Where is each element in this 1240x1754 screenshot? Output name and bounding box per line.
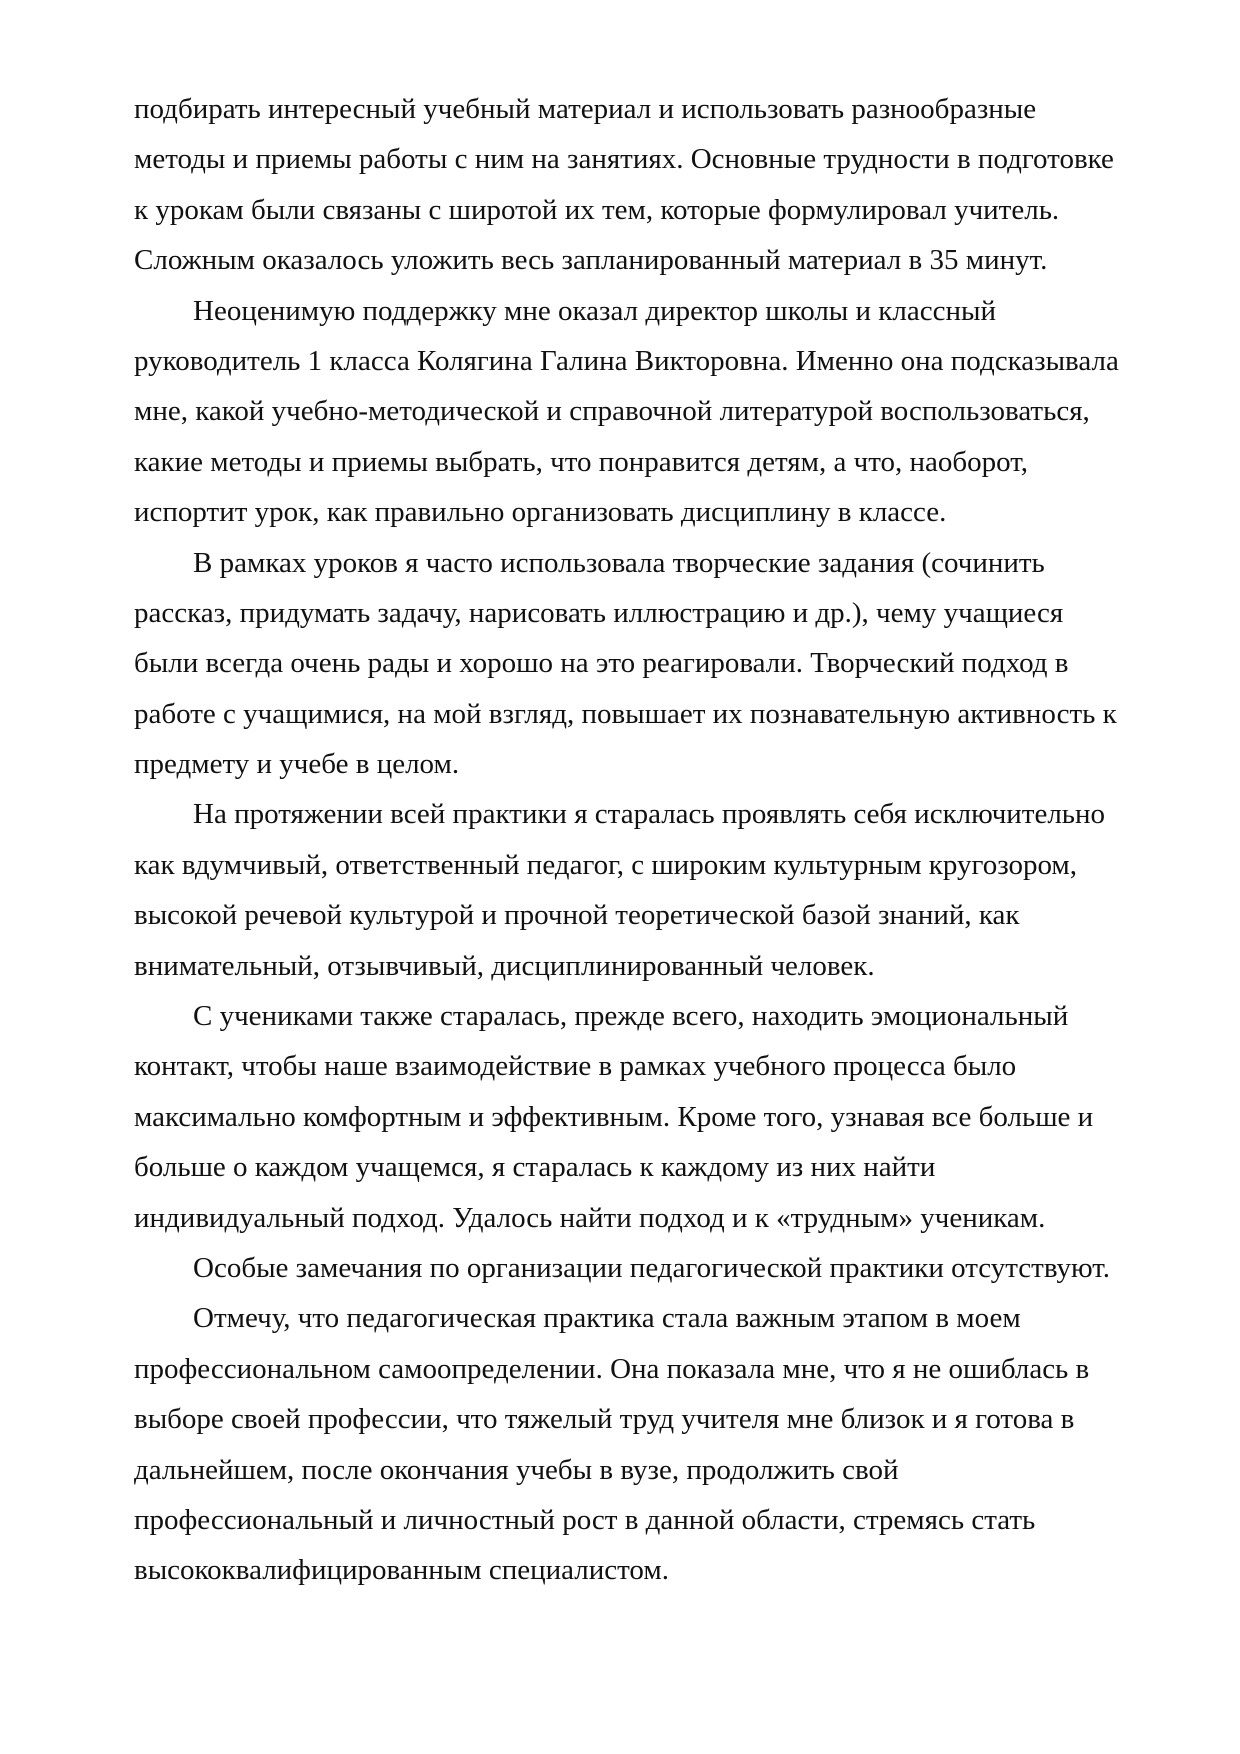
text-line: высокой речевой культурой и прочной теоретической базой знаний, как bbox=[134, 899, 1020, 932]
text-line: мне, какой учебно-методической и справочной литературой воспользоваться, bbox=[134, 395, 1090, 428]
text-line: испортит урок, как правильно организовать дисциплину в классе. bbox=[134, 496, 947, 529]
text-line: были всегда очень рады и хорошо на это реагировали. Творческий подход в bbox=[134, 647, 1069, 680]
text-line: рассказ, придумать задачу, нарисовать иллюстрацию и др.), чему учащиеся bbox=[134, 596, 1064, 629]
text-line: профессиональный и личностный рост в данной области, стремясь стать bbox=[134, 1503, 1036, 1536]
text-line: Отмечу, что педагогическая практика стала важным этапом в моем bbox=[193, 1302, 1021, 1335]
text-line: В рамках уроков я часто использовала творческие задания (сочинить bbox=[193, 546, 1045, 579]
text-line: Неоценимую поддержку мне оказал директор школы и классный bbox=[193, 294, 996, 327]
text-line: На протяжении всей практики я старалась проявлять себя исключительно bbox=[193, 798, 1106, 831]
text-line: работе с учащимися, на мой взгляд, повышает их познавательную активность к bbox=[134, 697, 1117, 730]
text-line: внимательный, отзывчивый, дисциплинированный человек. bbox=[134, 949, 875, 982]
document-page bbox=[134, 84, 1144, 1596]
text-line: дальнейшем, после окончания учебы в вузе, продолжить свой bbox=[134, 1453, 899, 1486]
text-line: предмету и учебе в целом. bbox=[134, 748, 460, 781]
text-line: подбирать интересный учебный материал и использовать разнообразные bbox=[134, 93, 1037, 125]
paragraph bbox=[134, 286, 1144, 538]
text-line: Сложным оказалось уложить весь запланированный материал в 35 минут. bbox=[134, 244, 1048, 277]
text-line: профессиональном самоопределении. Она показала мне, что я не ошиблась в bbox=[134, 1352, 1090, 1385]
text-line: какие методы и приемы выбрать, что понравится детям, а что, наоборот, bbox=[134, 445, 1028, 478]
text-line: индивидуальный подход. Удалось найти подход и к «трудным» ученикам. bbox=[134, 1201, 1046, 1234]
paragraph bbox=[134, 1293, 1144, 1595]
text-line: методы и приемы работы с ним на занятиях. Основные трудности в подготовке bbox=[134, 143, 1114, 176]
paragraph bbox=[134, 991, 1144, 1243]
text-line: как вдумчивый, ответственный педагог, с широким культурным кругозором, bbox=[134, 848, 1078, 881]
paragraph bbox=[134, 84, 1144, 286]
text-line: С учениками также старалась, прежде всего, находить эмоциональный bbox=[193, 1000, 1069, 1033]
text-line: высококвалифицированным специалистом. bbox=[134, 1554, 669, 1587]
paragraph bbox=[134, 789, 1144, 991]
text-line: максимально комфортным и эффективным. Кроме того, узнавая все больше и bbox=[134, 1100, 1094, 1133]
paragraph bbox=[134, 538, 1144, 790]
text-line: Особые замечания по организации педагогической практики отсутствуют. bbox=[193, 1251, 1111, 1284]
paragraph bbox=[134, 1243, 1144, 1293]
text-line: больше о каждом учащемся, я старалась к каждому из них найти bbox=[134, 1151, 936, 1184]
text-line: руководитель 1 класса Колягина Галина Викторовна. Именно она подсказывала bbox=[134, 344, 1119, 377]
text-line: контакт, чтобы наше взаимодействие в рамках учебного процесса было bbox=[134, 1050, 1017, 1083]
text-line: выборе своей профессии, что тяжелый труд учителя мне близок и я готова в bbox=[134, 1403, 1075, 1436]
text-line: к урокам были связаны с широтой их тем, которые формулировал учитель. bbox=[134, 193, 1060, 226]
